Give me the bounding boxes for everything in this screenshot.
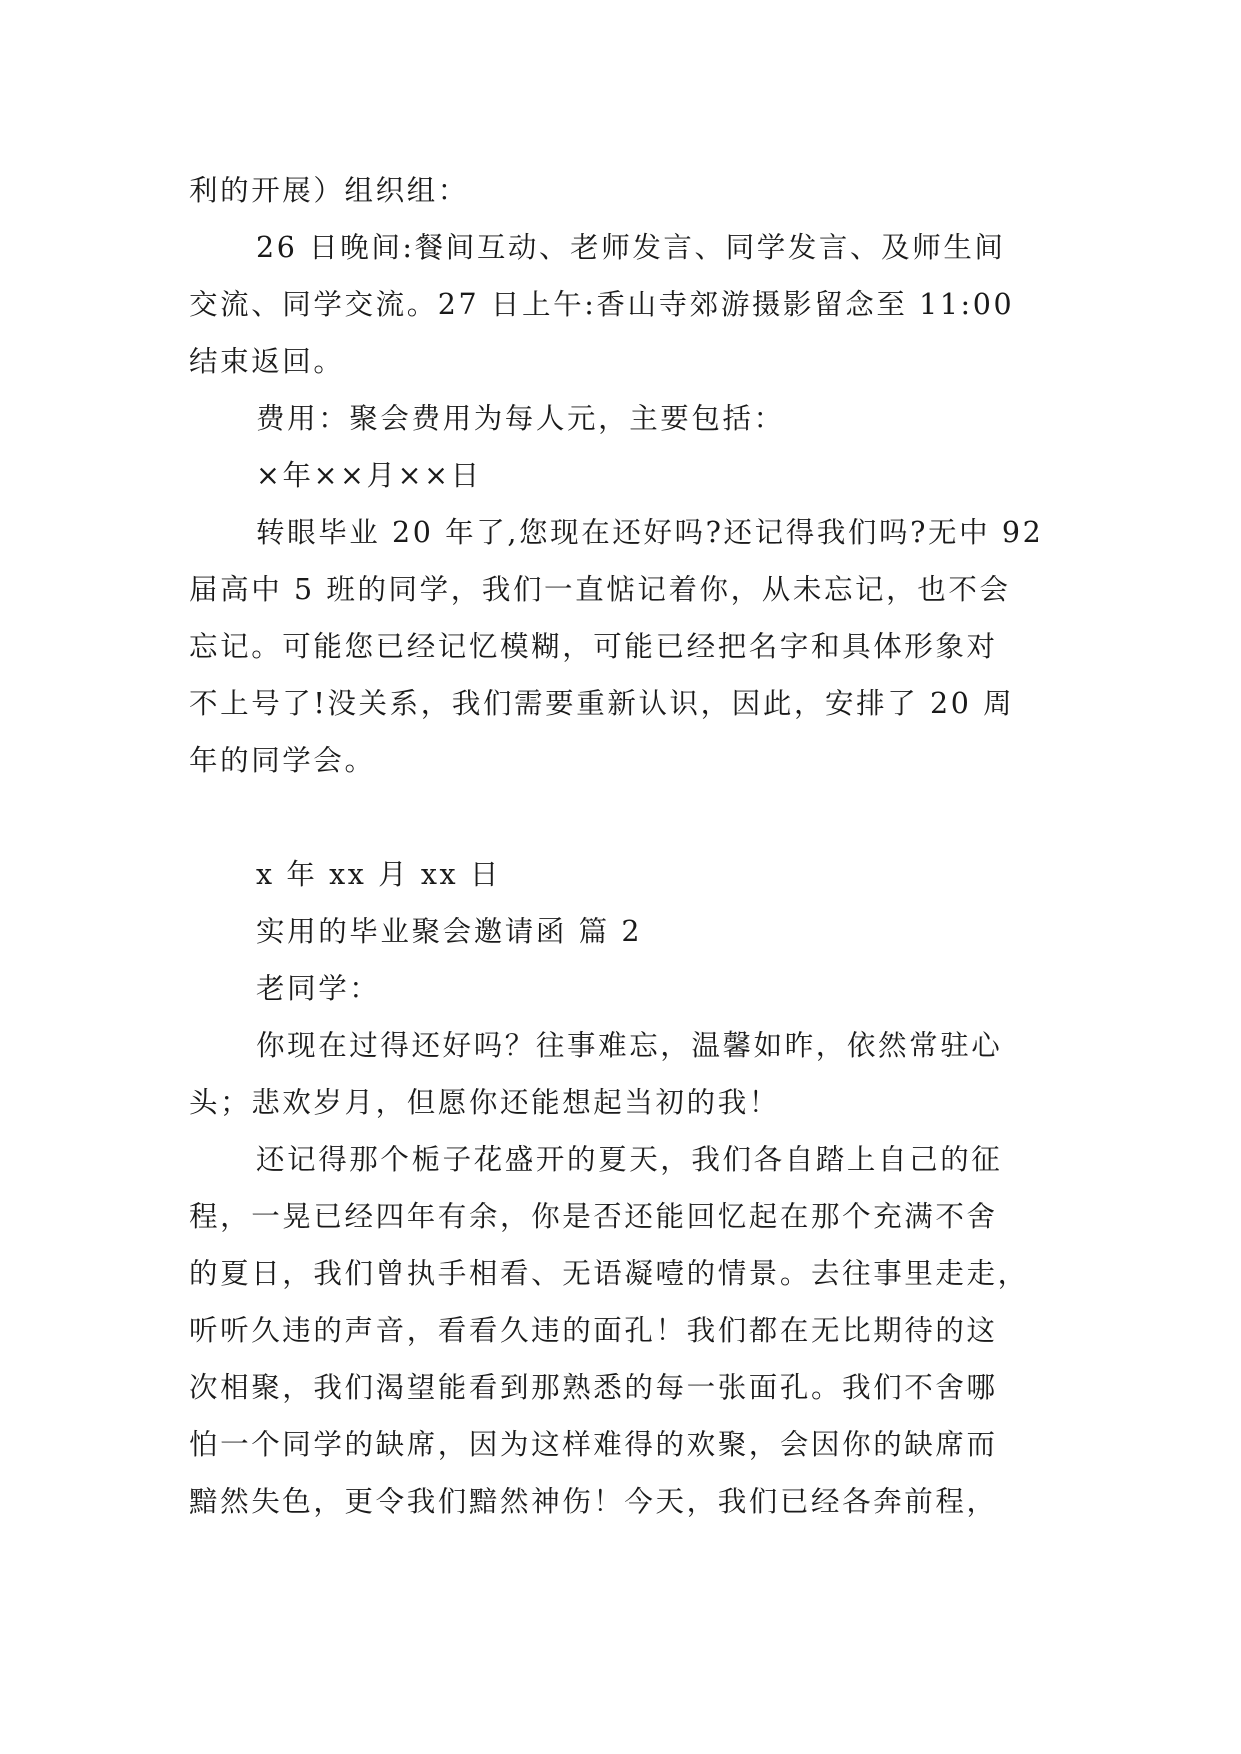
date-line: x 年 xx 月 xx 日 [256,858,501,891]
text-line: 次相聚，我们渴望能看到那熟悉的每一张面孔。我们不舍哪 [189,1371,998,1404]
text-line: 结束返回。 [189,345,345,378]
salutation: 老同学： [256,972,381,1005]
date-line: ×年××月××日 [256,459,482,492]
text-line: 26 日晚间:餐间互动、老师发言、同学发言、及师生间 [256,231,1006,264]
section-title: 实用的毕业聚会邀请函 篇 2 [256,915,643,948]
text-line: 还记得那个栀子花盛开的夏天，我们各自踏上自己的征 [256,1143,1003,1176]
text-line: 你现在过得还好吗？往事难忘，温馨如昨，依然常驻心 [256,1029,1003,1062]
document-body [189,162,1049,1530]
text-line: 交流、同学交流。27 日上午:香山寺郊游摄影留念至 11:00 [189,288,1015,321]
text-line: 转眼毕业 20 年了,您现在还好吗?还记得我们吗?无中 92 [256,516,1044,549]
text-line: 程，一晃已经四年有余，你是否还能回忆起在那个充满不舍 [189,1200,998,1233]
text-line: 不上号了!没关系，我们需要重新认识，因此，安排了 20 周 [189,687,1015,720]
text-line: 的夏日，我们曾执手相看、无语凝噎的情景。去往事里走走， [189,1257,1029,1290]
text-line: 忘记。可能您已经记忆模糊，可能已经把名字和具体形象对 [189,630,998,663]
text-line: 怕一个同学的缺席，因为这样难得的欢聚，会因你的缺席而 [189,1428,998,1461]
text-line: 年的同学会。 [189,744,376,777]
text-line: 费用：聚会费用为每人元，主要包括： [256,402,785,435]
text-line: 黯然失色，更令我们黯然神伤！今天，我们已经各奔前程， [189,1485,998,1518]
blank-line [189,789,1049,846]
text-line: 听听久违的声音，看看久违的面孔！我们都在无比期待的这 [189,1314,998,1347]
text-line: 头；悲欢岁月，但愿你还能想起当初的我！ [189,1086,780,1119]
text-line: 利的开展）组织组： [189,174,469,207]
text-line: 届高中 5 班的同学，我们一直惦记着你，从未忘记，也不会 [189,573,1011,606]
